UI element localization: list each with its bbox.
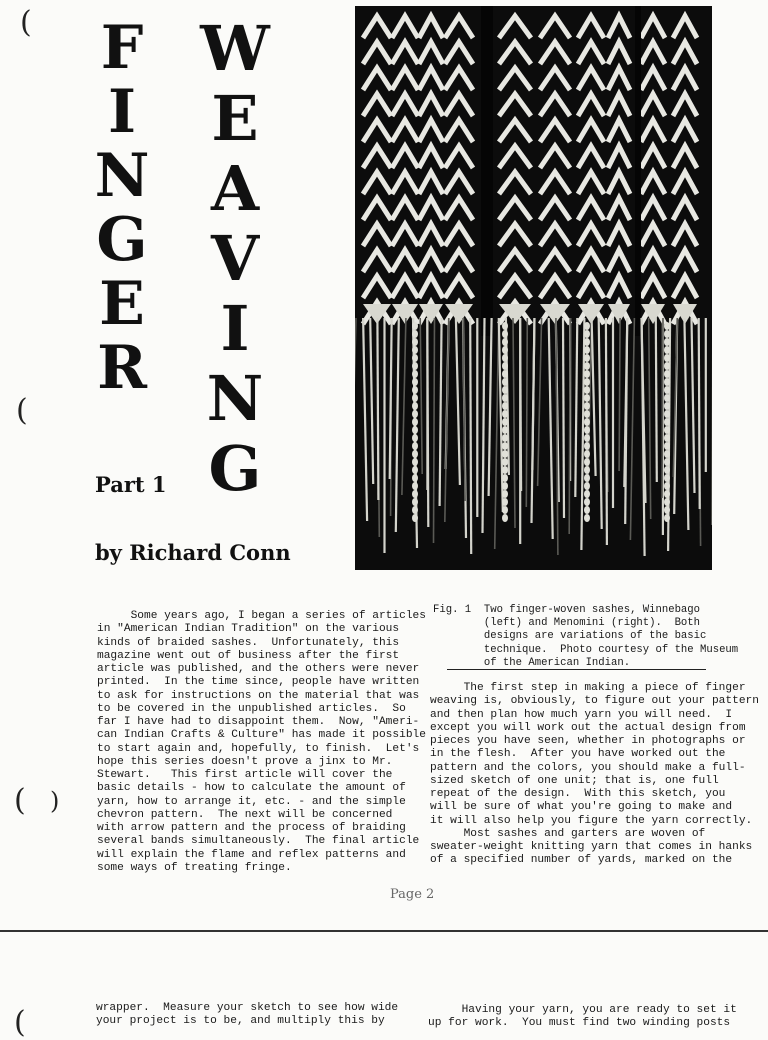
wrapper-paragraph: wrapper. Measure your sketch to see how wide your project is to be, and multiply this by xyxy=(96,1002,398,1029)
sash-photograph xyxy=(355,6,712,570)
title-letter: N xyxy=(88,146,156,210)
title-letter: W xyxy=(190,18,280,88)
binder-hole-mark: ( xyxy=(14,786,26,816)
title-letter: V xyxy=(190,228,280,298)
page-break-divider xyxy=(0,930,768,932)
title-word-weaving xyxy=(190,18,280,508)
title-letter: I xyxy=(88,82,156,146)
first-step-paragraph: The first step in making a piece of finger weaving is, obviously, to figure out your pattern and then plan how much yarn you will need. I except you will work out the actual design from pieces you have seen, whether in photographs or in the flesh. After you have worked out the pattern and the colors, you should make a full- sized sketch of one unit; that is, one full repeat of the design. With this sketch, you will be sure of what you're going to make and it will also help you figure the yarn correctly. Most sashes and garters are woven of sweater-weight knitting yarn that comes in hanks of a specified number of yards, marked on the xyxy=(430,682,759,868)
title-letter: E xyxy=(190,88,280,158)
page-number: Page 2 xyxy=(390,887,434,902)
part-label: Part 1 xyxy=(95,472,167,497)
title-letter: F xyxy=(88,18,156,82)
author-byline: by Richard Conn xyxy=(95,540,291,565)
intro-paragraph: Some years ago, I began a series of articles in "American Indian Tradition" on the various kinds of braided sashes. Unfortunately, this magazine went out of business after the first article was published, and the others were never printed. In the time since, people have written to ask for instructions on the material that was to be covered in the unpublished articles. So far I have had to disappoint them. Now, "Ameri- can Indian Crafts & Culture" has made it possible to start again and, hopefully, to finish. Let's hope this series doesn't prove a jinx to Mr. Stewart. This first article will cover the basic details - how to calculate the amount of yarn, how to arrange it, etc. - and the simple chevron pattern. The next will be concerned with arrow pattern and the process of braiding several bands simultaneously. The final article will explain the flame and reflex patterns and some ways of treating fringe. xyxy=(97,610,426,875)
binder-hole-mark: ( xyxy=(20,8,32,38)
yarn-setup-paragraph: Having your yarn, you are ready to set it up for work. You must find two winding posts xyxy=(428,1004,737,1031)
title-letter: G xyxy=(190,438,280,508)
sash-photograph-image xyxy=(355,6,712,570)
title-letter: A xyxy=(190,158,280,228)
title-letter: E xyxy=(88,274,156,338)
title-letter: G xyxy=(88,210,156,274)
caption-divider xyxy=(447,669,706,670)
title-letter: R xyxy=(88,338,156,402)
title-letter: I xyxy=(190,298,280,368)
figure-caption: Fig. 1 Two finger-woven sashes, Winnebago (left) and Menomini (right). Both designs are variations of the basic technique. Photo courtesy of the Museum of the American Indian. xyxy=(433,604,738,670)
title-letter: N xyxy=(190,368,280,438)
binder-hole-mark: ) xyxy=(50,789,59,813)
binder-hole-mark: ( xyxy=(14,1008,26,1038)
title-word-finger xyxy=(88,18,156,402)
binder-hole-mark: ( xyxy=(16,396,28,426)
